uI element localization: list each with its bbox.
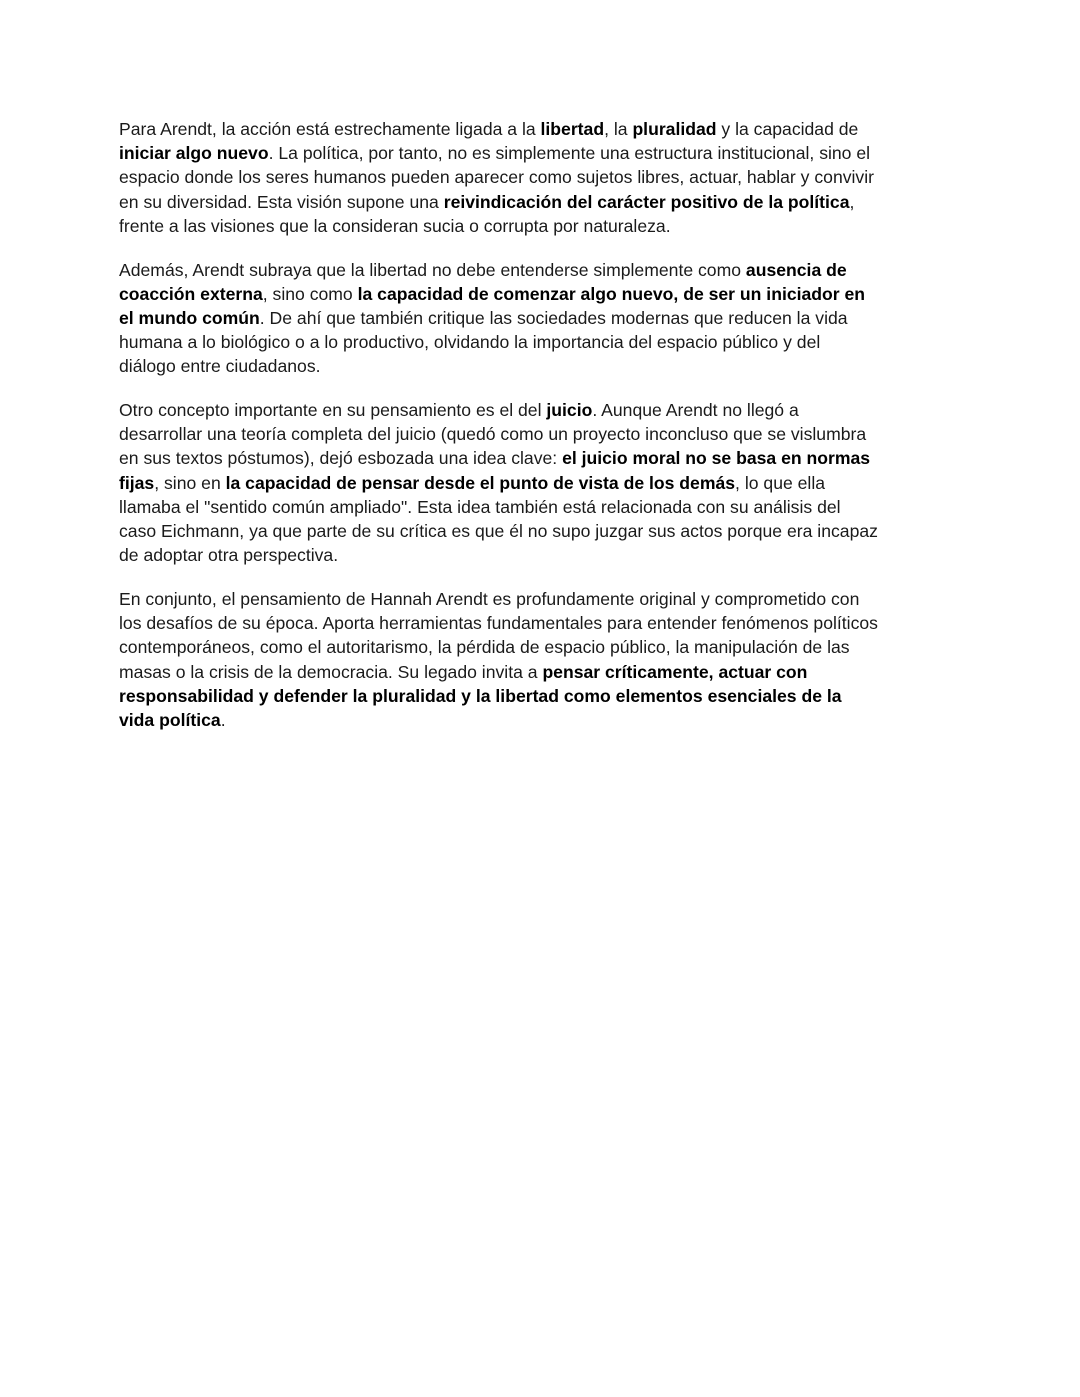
bold-text: ausencia de coacción externa xyxy=(119,259,847,304)
bold-text: la capacidad de comenzar algo nuevo, de ser un iniciador en el mundo común xyxy=(119,283,866,328)
text-run: , frente a las visiones que la consideran sucia o corrupta por naturaleza. xyxy=(119,191,855,236)
text-run: . De ahí que también critique las sociedades modernas que reducen la vida humana a lo biológico o a lo productivo, olvidando la importancia del espacio público y del diálogo entre ciudadanos. xyxy=(119,307,848,377)
bold-text: pensar críticamente, actuar con responsabilidad y defender la pluralidad y la libertad como elementos esenciales de la vida política xyxy=(119,661,842,730)
document-body xyxy=(119,117,879,752)
paragraph-1 xyxy=(119,117,879,238)
text-run: En conjunto, el pensamiento de Hannah Arendt es profundamente original y comprometido con los desafíos de su época. Aporta herramientas fundamentales para entender fenómenos políticos contemporáneos, como el autoritarismo, la pérdida de espacio público, la manipulación de las masas o la crisis de la democracia. Su legado invita a xyxy=(119,588,878,682)
paragraph-2 xyxy=(119,258,879,379)
bold-text: el juicio moral no se basa en normas fijas xyxy=(119,448,871,493)
paragraph-3 xyxy=(119,398,879,567)
text-run: , la xyxy=(604,119,633,139)
bold-text: pluralidad xyxy=(632,119,717,139)
bold-text: la capacidad de pensar desde el punto de vista de los demás xyxy=(225,472,736,493)
bold-text: juicio xyxy=(546,400,593,421)
text-run: . Aunque Arendt no llegó a desarrollar una teoría completa del juicio (quedó como un proyecto inconcluso que se vislumbra en sus textos póstumos), dejó esbozada una idea clave: xyxy=(119,400,867,469)
text-run: Además, Arendt subraya que la libertad no debe entenderse simplemente como xyxy=(119,259,746,280)
text-run: Para Arendt, la acción está estrechamente ligada a la xyxy=(119,119,541,139)
text-run: y la capacidad de xyxy=(716,119,859,139)
text-run: . xyxy=(220,709,226,730)
text-run: . La política, por tanto, no es simplemente una estructura institucional, sino el espacio donde los seres humanos pueden aparecer como sujetos libres, actuar, hablar y convivir en su diversidad. Esta visión supone una xyxy=(119,143,875,212)
text-run: , lo que ella llamaba el "sentido común ampliado". Esta idea también está relacionada con su análisis del caso Eichmann, ya que parte de su crítica es que él no supo juzgar sus actos porque era incapaz de adoptar otra perspectiva. xyxy=(119,472,878,566)
text-run: Otro concepto importante en su pensamiento es el del xyxy=(119,400,547,421)
bold-text: reivindicación del carácter positivo de la política xyxy=(443,191,850,212)
bold-text: libertad xyxy=(540,119,605,139)
text-run: , sino como xyxy=(262,283,358,304)
text-run: , sino en xyxy=(154,472,226,493)
paragraph-4 xyxy=(119,587,879,732)
bold-text: iniciar algo nuevo xyxy=(119,143,269,164)
